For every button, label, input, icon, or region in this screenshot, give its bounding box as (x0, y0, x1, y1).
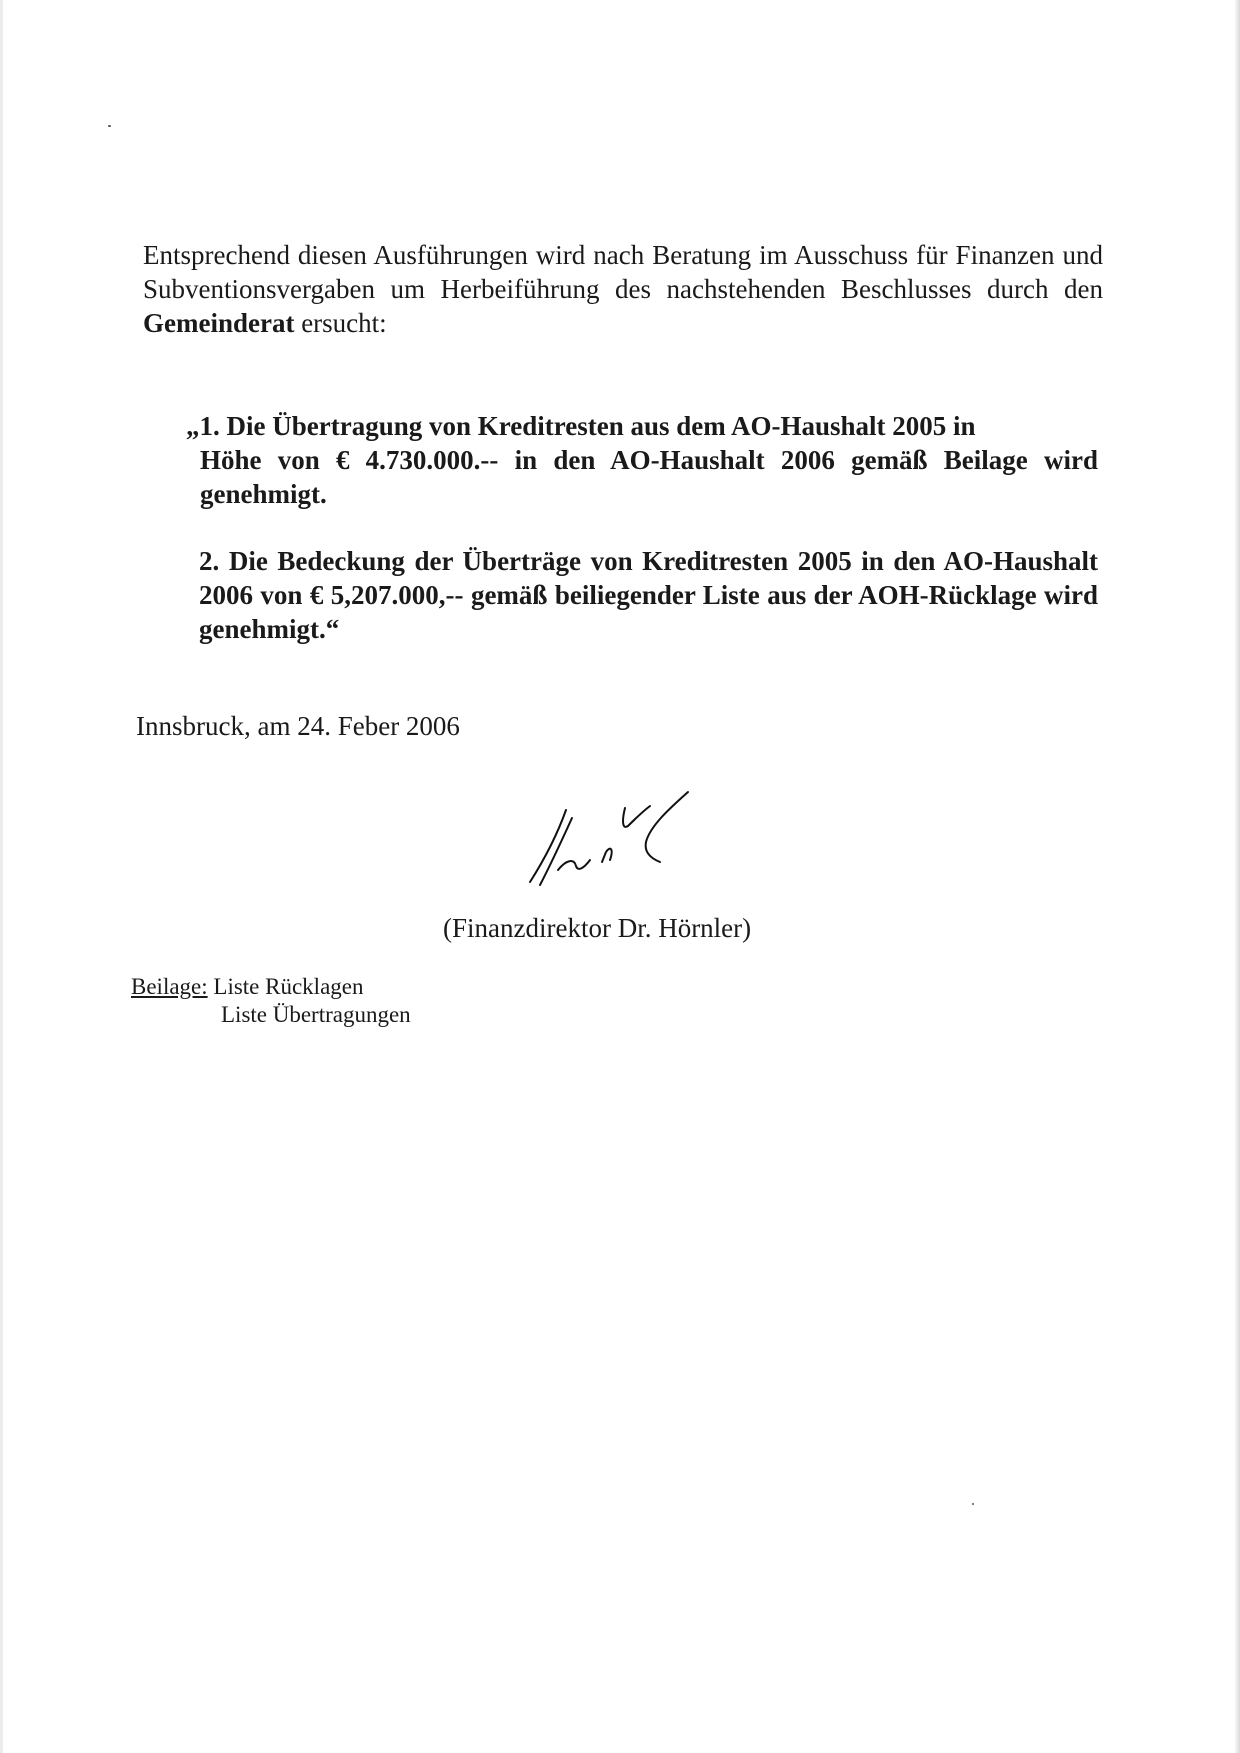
intro-paragraph (143, 238, 1103, 340)
scan-speck (972, 1503, 974, 1505)
resolution-item-1-first-line: „1. Die Übertragung von Kreditresten aus dem AO-Haushalt 2005 in (186, 411, 976, 441)
place-date: Innsbruck, am 24. Feber 2006 (136, 711, 460, 741)
intro-bold-term: Gemeinderat (143, 308, 295, 338)
scan-edge-left (0, 0, 3, 1753)
enclosure-item: Liste Rücklagen (213, 974, 364, 999)
enclosure-row (131, 1001, 411, 1029)
scan-edge-right (1234, 0, 1240, 1753)
enclosure-item: Liste Übertragungen (221, 1002, 411, 1027)
enclosure-label: Beilage: (131, 974, 208, 999)
signatory-name: (Finanzdirektor Dr. Hörnler) (443, 913, 752, 943)
enclosure-block (131, 973, 411, 1029)
handwritten-signature (510, 790, 700, 890)
resolution-item-1 (186, 409, 1098, 511)
enclosure-row (131, 973, 411, 1001)
scan-speck (108, 125, 111, 127)
intro-text: Entsprechend diesen Ausführungen wird nach Beratung im Ausschuss für Finanzen und Subventionsvergaben um Herbeiführung des nachstehenden Beschlusses durch den (143, 240, 1103, 304)
resolution-item-2: 2. Die Bedeckung der Überträge von Kreditresten 2005 in den AO-Haushalt 2006 von € 5,207.000,-- gemäß beiliegender Liste aus der AOH-Rücklage wird genehmigt.“ (199, 546, 1098, 644)
intro-text-end: ersucht: (294, 308, 387, 338)
resolution-item-1-rest: Höhe von € 4.730.000.-- in den AO-Haushalt 2006 gemäß Beilage wird genehmigt. (200, 445, 1098, 509)
